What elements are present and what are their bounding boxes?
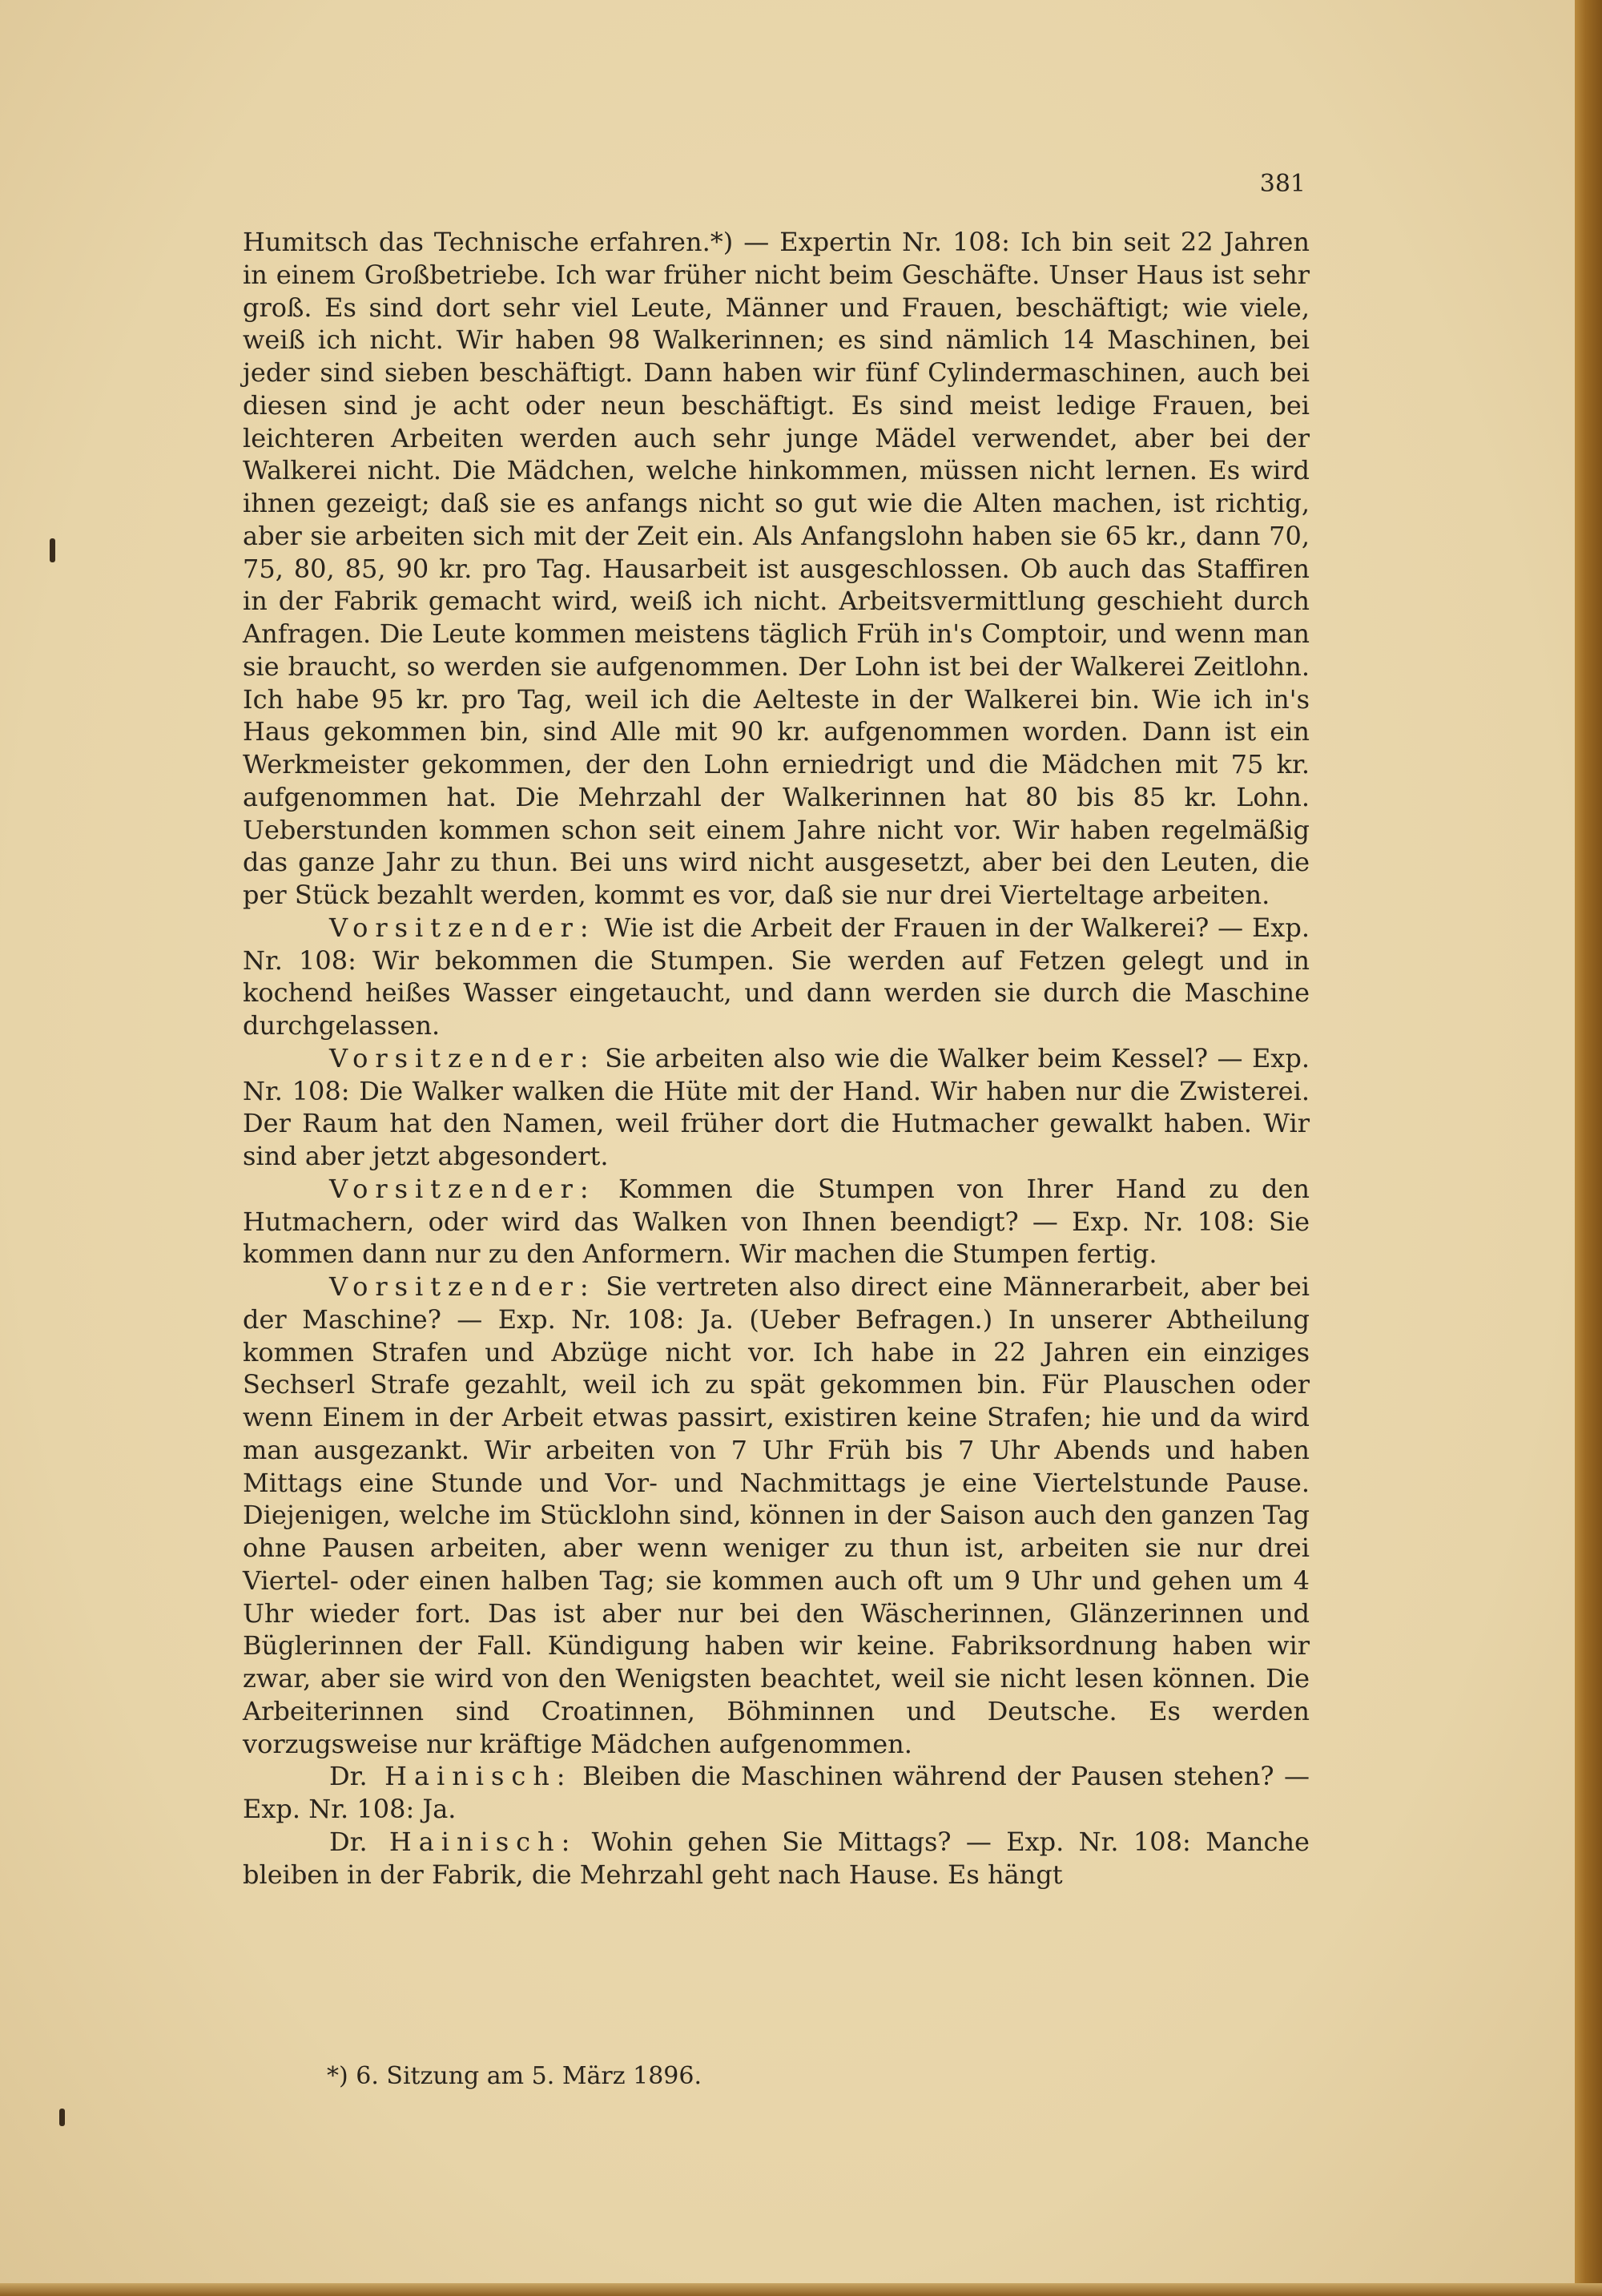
paragraph-1 [243,226,1310,912]
paragraph-text: Bleiben die Maschinen während der Pausen stehen? — Exp. Nr. 108: Ja. [243,1761,1310,1824]
book-edge-bottom [0,2283,1602,2296]
footnote: *) 6. Sitzung am 5. März 1896. [327,2062,702,2090]
paragraph-6 [243,1760,1310,1826]
speaker-label: Vorsitzender: [329,1042,596,1073]
body-text [243,226,1310,1891]
speaker-title: Dr. [329,1826,368,1857]
paragraph-4 [243,1173,1310,1271]
margin-mark [59,2109,65,2126]
speaker-label: Hainisch: [367,1826,578,1857]
paragraph-2 [243,912,1310,1042]
paragraph-3 [243,1042,1310,1173]
paragraph-text: Kommen die Stumpen von Ihrer Hand zu den Hutmachern, oder wird das Walken von Ihnen beendigt? — Exp. Nr. 108: Sie kommen dann nur zu den Anformern. Wir machen die Stumpen fertig. [243,1173,1310,1270]
speaker-title: Dr. [329,1761,368,1792]
speaker-label: Vorsitzender: [329,912,596,943]
paragraph-text: Humitsch das Technische erfahren.*) — Expertin Nr. 108: Ich bin seit 22 Jahren in einem Großbetriebe. Ich war früher nicht beim Geschäfte. Unser Haus ist sehr groß. Es sind dort sehr viel Leute, Männer und Frauen, beschäftigt; wie viele, weiß ich nicht. Wir haben 98 Walkerinnen; es sind nämlich 14 Maschinen, bei jeder sind sieben beschäftigt. Dann haben wir fünf Cylindermaschinen, auch bei diesen sind je acht oder neun beschäftigt. Es sind meist ledige Frauen, bei leichteren Arbeiten werden auch sehr junge Mädel verwendet, aber bei der Walkerei nicht. Die Mädchen, welche hinkommen, müssen nicht lernen. Es wird ihnen gezeigt; daß sie es anfangs nicht so gut wie die Alten machen, ist richtig, aber sie arbeiten sich mit der Zeit ein. Als Anfangslohn haben sie 65 kr., dann 70, 75, 80, 85, 90 kr. pro Tag. Hausarbeit ist ausgeschlossen. Ob auch das Staffiren in der Fabrik gemacht wird, weiß ich nicht. Arbeitsvermittlung geschieht durch Anfragen. Die Leute kommen meistens täglich Früh in's Comptoir, und wenn man sie braucht, so werden sie aufgenommen. Der Lohn ist bei der Walkerei Zeitlohn. Ich habe 95 kr. pro Tag, weil ich die Aelteste in der Walkerei bin. Wie ich in's Haus gekommen bin, sind Alle mit 90 kr. aufgenommen worden. Dann ist ein Werkmeister gekommen, der den Lohn erniedrigt und die Mädchen mit 75 kr. aufgenommen hat. Die Mehrzahl der Walkerinnen hat 80 bis 85 kr. Lohn. Ueberstunden kommen schon seit einem Jahre nicht vor. Wir haben regelmäßig das ganze Jahr zu thun. Bei uns wird nicht ausgesetzt, aber bei den Leuten, die per Stück bezahlt werden, kommt es vor, daß sie nur drei Vierteltage arbeiten. [243,227,1310,910]
book-edge-right [1575,0,1602,2296]
paragraph-text: Sie arbeiten also wie die Walker beim Kessel? — Exp. Nr. 108: Die Walker walken die Hüte mit der Hand. Wir haben nur die Zwisterei. Der Raum hat den Namen, weil früher dort die Hutmacher gewalkt haben. Wir sind aber jetzt abgesondert. [243,1042,1310,1171]
paragraph-5 [243,1271,1310,1760]
paragraph-text: Sie vertreten also direct eine Männerarbeit, aber bei der Maschine? — Exp. Nr. 108: Ja. (Ueber Befragen.) In unserer Abtheilung kommen Strafen und Abzüge nicht vor. Ich habe in 22 Jahren ein einziges Sechserl Strafe gezahlt, weil ich zu spät gekommen bin. Für Plauschen oder wenn Einem in der Arbeit etwas passirt, existiren keine Strafen; hie und da wird man ausgezankt. Wir arbeiten von 7 Uhr Früh bis 7 Uhr Abends und haben Mittags eine Stunde und Vor- und Nachmittags je eine Viertelstunde Pause. Diejenigen, welche im Stücklohn sind, können in der Saison auch den ganzen Tag ohne Pausen arbeiten, aber wenn weniger zu thun ist, arbeiten sie nur drei Viertel- oder einen halben Tag; sie kommen auch oft um 9 Uhr und gehen um 4 Uhr wieder fort. Das ist aber nur bei den Wäscherinnen, Glänzerinnen und Büglerinnen der Fall. Kündigung haben wir keine. Fabriksordnung haben wir zwar, aber sie wird von den Wenigsten beachtet, weil sie nicht lesen können. Die Arbeiterinnen sind Croatinnen, Böhminnen und Deutsche. Es werden vorzugsweise nur kräftige Mädchen aufgenommen. [243,1271,1310,1759]
page-number: 381 [1259,170,1306,198]
paragraph-text: Wohin gehen Sie Mittags? — Exp. Nr. 108: Manche bleiben in der Fabrik, die Mehrzahl geht nach Hause. Es hängt [243,1826,1310,1890]
margin-mark [50,538,55,562]
speaker-label: Hainisch: [367,1761,573,1792]
paragraph-7 [243,1826,1310,1891]
speaker-label: Vorsitzender: [329,1271,596,1302]
speaker-label: Vorsitzender: [329,1173,596,1204]
paragraph-text: Wie ist die Arbeit der Frauen in der Walkerei? — Exp. Nr. 108: Wir bekommen die Stumpen. Sie werden auf Fetzen gelegt und in kochend heißes Wasser eingetaucht, und dann werden sie durch die Maschine durchgelassen. [243,912,1310,1041]
